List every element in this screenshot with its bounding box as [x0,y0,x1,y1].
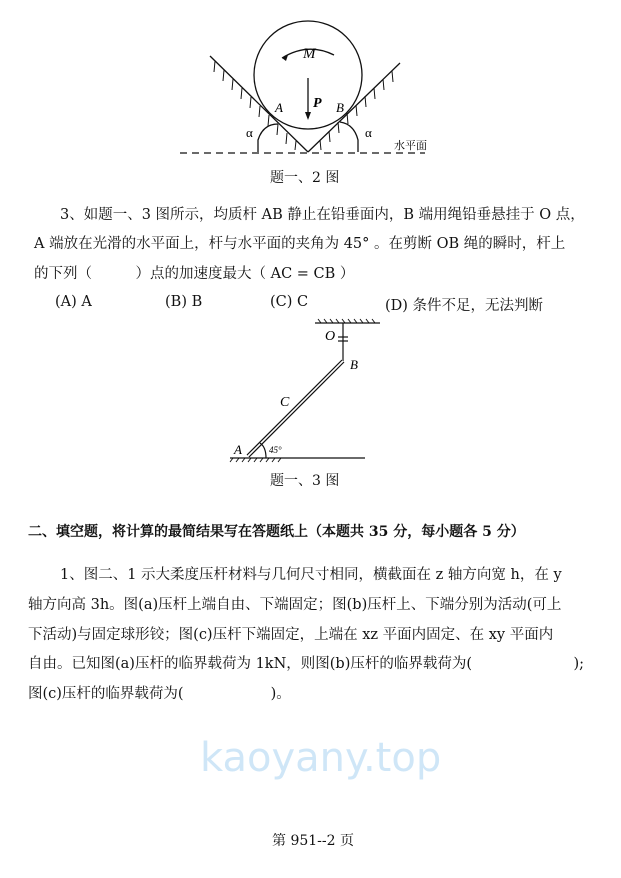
alpha-left-label: α [246,125,253,140]
point-a-label: A [234,442,242,457]
section2-line: 轴方向高 3h。图(a)压杆上端自由、下端固定；图(b)压杆上、下端分别为活动(可上 [28,597,562,613]
question3-line: 3、如题一、3 图所示，均质杆 AB 静止在铅垂面内，B 端用绳铅垂悬挂于 O 点， [60,207,585,223]
question3-line: A 端放在光滑的水平面上，杆与水平面的夹角为 45° 。在剪断 OB 绳的瞬时，杆上 [34,236,566,252]
question3-line: 的下列（ ）点的加速度最大（ AC = CB ） [34,266,355,282]
point-c-label: C [280,395,290,410]
point-o-label: O [325,329,336,344]
watermark-url: kaoyany.top [200,735,442,781]
angle-label: 45° [269,445,282,455]
force-label: P [313,96,322,111]
option-c: (C) C [270,294,309,310]
figure2-caption: 题一、3 图 [270,473,340,489]
horizontal-plane-label: 水平面 [394,140,427,152]
point-b-label: B [336,100,344,115]
figure-rod-on-floor [220,315,390,465]
section2-line: 图(c)压杆的临界载荷为( )。 [28,686,291,702]
section2-heading: 二、填空题，将计算的最简结果写在答题纸上（本题共 35 分，每小题各 5 分） [28,524,525,540]
option-a: (A) A [55,294,92,310]
figure1-caption: 题一、2 图 [270,170,340,186]
section2-line: 自由。已知图(a)压杆的临界载荷为 1kN，则图(b)压杆的临界载荷为( ); [28,656,585,672]
point-b-label: B [350,357,358,372]
option-b: (B) B [165,294,203,310]
section2-line: 1、图二、1 示大柔度压杆材料与几何尺寸相同，横截面在 z 轴方向宽 h，在 y [60,567,562,583]
alpha-right-label: α [365,125,372,140]
page-footer: 第 951--2 页 [272,833,354,849]
section2-line: 下活动)与固定球形铰；图(c)压杆下端固定，上端在 xz 平面内固定、在 xy 平面内 [28,627,554,643]
option-d: (D) 条件不足，无法判断 [385,298,544,314]
point-a-label: A [275,100,283,115]
figure-wheel-in-v-groove [170,0,470,165]
moment-label: M [303,46,316,62]
